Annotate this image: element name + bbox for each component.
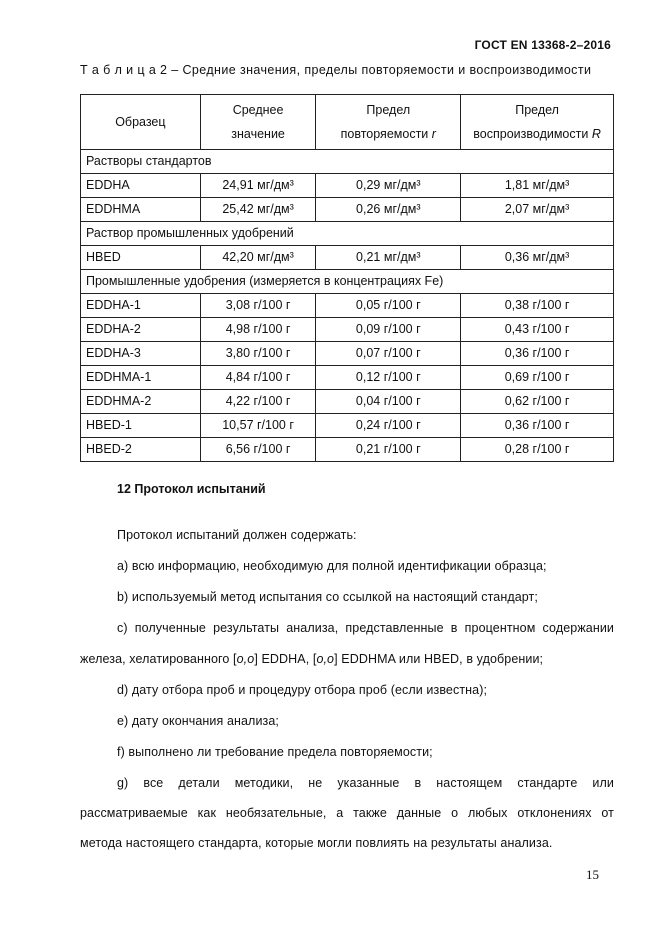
section-intro: Протокол испытаний должен содержать: [117,528,357,542]
mean-cell: 24,91 мг/дм³ [200,174,316,198]
results-table [80,94,614,462]
sample-cell: EDDHMA-1 [81,366,201,390]
reproducibility-cell: 0,69 г/100 г [461,366,614,390]
reproducibility-cell: 0,36 мг/дм³ [461,246,614,270]
repeatability-cell: 0,04 г/100 г [316,390,461,414]
table-row [81,414,614,438]
table-row [81,438,614,462]
table-row [81,198,614,222]
repeatability-cell: 0,26 мг/дм³ [316,198,461,222]
mean-cell: 4,84 г/100 г [200,366,316,390]
col-header-reproducibility: Предел воспроизводимости R [461,95,614,150]
mean-cell: 10,57 г/100 г [200,414,316,438]
list-item-g-line3: метода настоящего стандарта, которые могли повлиять на результаты анализа. [80,836,553,850]
repeatability-cell: 0,12 г/100 г [316,366,461,390]
list-item-c-line1: c) полученные результаты анализа, представленные в процентном содержании [117,621,614,635]
group-title: Промышленные удобрения (измеряется в концентрациях Fe) [81,270,614,294]
table-row [81,246,614,270]
table-row [81,294,614,318]
repeatability-cell: 0,21 мг/дм³ [316,246,461,270]
reproducibility-cell: 0,62 г/100 г [461,390,614,414]
table-row [81,342,614,366]
list-item-c-line2: железа, хелатированного [o,o] EDDHA, [o,o] EDDHMA или HBED, в удобрении; [80,652,544,666]
list-item-g-line1: g) все детали методики, не указанные в настоящем стандарте или [117,776,614,790]
table-group-row [81,222,614,246]
reproducibility-cell: 2,07 мг/дм³ [461,198,614,222]
table-group-row [81,270,614,294]
list-item-g-line2: рассматриваемые как необязательные, а также данные о любых отклонениях от [80,806,614,820]
mean-cell: 4,22 г/100 г [200,390,316,414]
group-title: Раствор промышленных удобрений [81,222,614,246]
document-header: ГОСТ EN 13368-2–2016 [474,38,611,52]
sample-cell: HBED-2 [81,438,201,462]
list-item-a: а) всю информацию, необходимую для полной идентификации образца; [117,559,547,573]
mean-cell: 4,98 г/100 г [200,318,316,342]
repeatability-cell: 0,29 мг/дм³ [316,174,461,198]
reproducibility-cell: 0,36 г/100 г [461,414,614,438]
page-number: 15 [586,867,599,882]
reproducibility-cell: 0,43 г/100 г [461,318,614,342]
list-item-b: b) используемый метод испытания со ссылкой на настоящий стандарт; [117,590,538,604]
reproducibility-cell: 0,38 г/100 г [461,294,614,318]
repeatability-cell: 0,21 г/100 г [316,438,461,462]
table-row [81,366,614,390]
col-header-mean: Среднее значение [200,95,316,150]
reproducibility-cell: 0,36 г/100 г [461,342,614,366]
sample-cell: EDDHMA-2 [81,390,201,414]
table-row [81,390,614,414]
repeatability-cell: 0,09 г/100 г [316,318,461,342]
table-row [81,174,614,198]
list-item-f: f) выполнено ли требование предела повторяемости; [117,745,433,759]
reproducibility-cell: 0,28 г/100 г [461,438,614,462]
mean-cell: 6,56 г/100 г [200,438,316,462]
col-header-repeatability: Предел повторяемости r [316,95,461,150]
repeatability-cell: 0,05 г/100 г [316,294,461,318]
table-group-row [81,150,614,174]
list-item-e: e) дату окончания анализа; [117,714,279,728]
list-item-d: d) дату отбора проб и процедуру отбора проб (если известна); [117,683,488,697]
sample-cell: EDDHA [81,174,201,198]
sample-cell: HBED [81,246,201,270]
table-row [81,318,614,342]
sample-cell: EDDHA-1 [81,294,201,318]
mean-cell: 3,08 г/100 г [200,294,316,318]
table-caption: Т а б л и ц а 2 – Средние значения, пределы повторяемости и воспроизводимости [80,63,592,77]
table-header-row [81,95,614,150]
group-title: Растворы стандартов [81,150,614,174]
sample-cell: EDDHA-3 [81,342,201,366]
section-title: 12 Протокол испытаний [117,482,266,496]
mean-cell: 25,42 мг/дм³ [200,198,316,222]
col-header-sample: Образец [81,95,201,150]
mean-cell: 42,20 мг/дм³ [200,246,316,270]
sample-cell: HBED-1 [81,414,201,438]
sample-cell: EDDHA-2 [81,318,201,342]
reproducibility-cell: 1,81 мг/дм³ [461,174,614,198]
repeatability-cell: 0,07 г/100 г [316,342,461,366]
repeatability-cell: 0,24 г/100 г [316,414,461,438]
sample-cell: EDDHMA [81,198,201,222]
mean-cell: 3,80 г/100 г [200,342,316,366]
